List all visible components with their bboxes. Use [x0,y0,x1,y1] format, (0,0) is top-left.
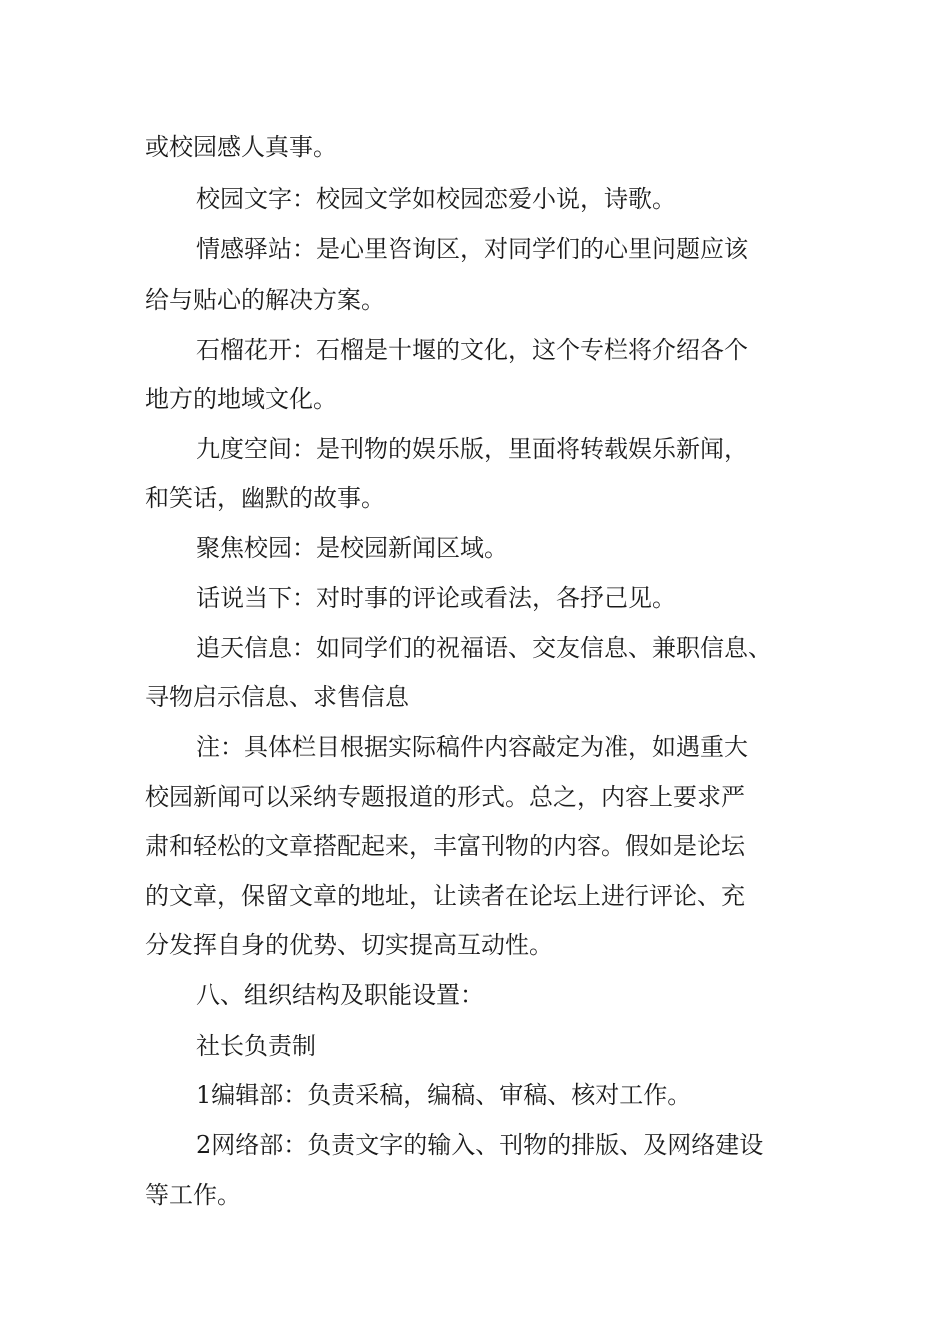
text-line: 寻物启示信息、求售信息 [145,683,409,711]
text-line: 注：具体栏目根据实际稿件内容敲定为准，如遇重大 [196,733,748,761]
text-line: 分发挥自身的优势、切实提高互动性。 [145,931,553,959]
text-line: 校园新闻可以采纳专题报道的形式。总之，内容上要求严 [145,783,745,811]
text-line: 追天信息：如同学们的祝福语、交友信息、兼职信息、 [196,634,772,662]
text-line: 和笑话，幽默的故事。 [145,484,385,512]
text-line: 情感驿站：是心里咨询区，对同学们的心里问题应该 [196,235,748,263]
section-heading: 八、组织结构及职能设置： [196,981,484,1009]
text-line: 地方的地域文化。 [145,385,337,413]
text-line: 聚焦校园：是校园新闻区域。 [196,534,508,562]
text-line: 石榴花开：石榴是十堰的文化，这个专栏将介绍各个 [196,336,748,364]
text-line: 等工作。 [145,1181,241,1209]
text-line: 社长负责制 [196,1032,316,1060]
text-line: 的文章，保留文章的地址，让读者在论坛上进行评论、充 [145,882,745,910]
text-line: 给与贴心的解决方案。 [145,286,385,314]
text-line: 或校园感人真事。 [145,133,337,161]
text-line: 肃和轻松的文章搭配起来，丰富刊物的内容。假如是论坛 [145,832,745,860]
text-line: 校园文字：校园文学如校园恋爱小说，诗歌。 [196,185,676,213]
text-line: 九度空间：是刊物的娱乐版，里面将转载娱乐新闻， [196,435,748,463]
text-line: 2网络部：负责文字的输入、刊物的排版、及网络建设 [196,1131,764,1159]
text-line: 话说当下：对时事的评论或看法，各抒己见。 [196,584,676,612]
text-line: 1编辑部：负责采稿，编稿、审稿、核对工作。 [196,1081,692,1109]
